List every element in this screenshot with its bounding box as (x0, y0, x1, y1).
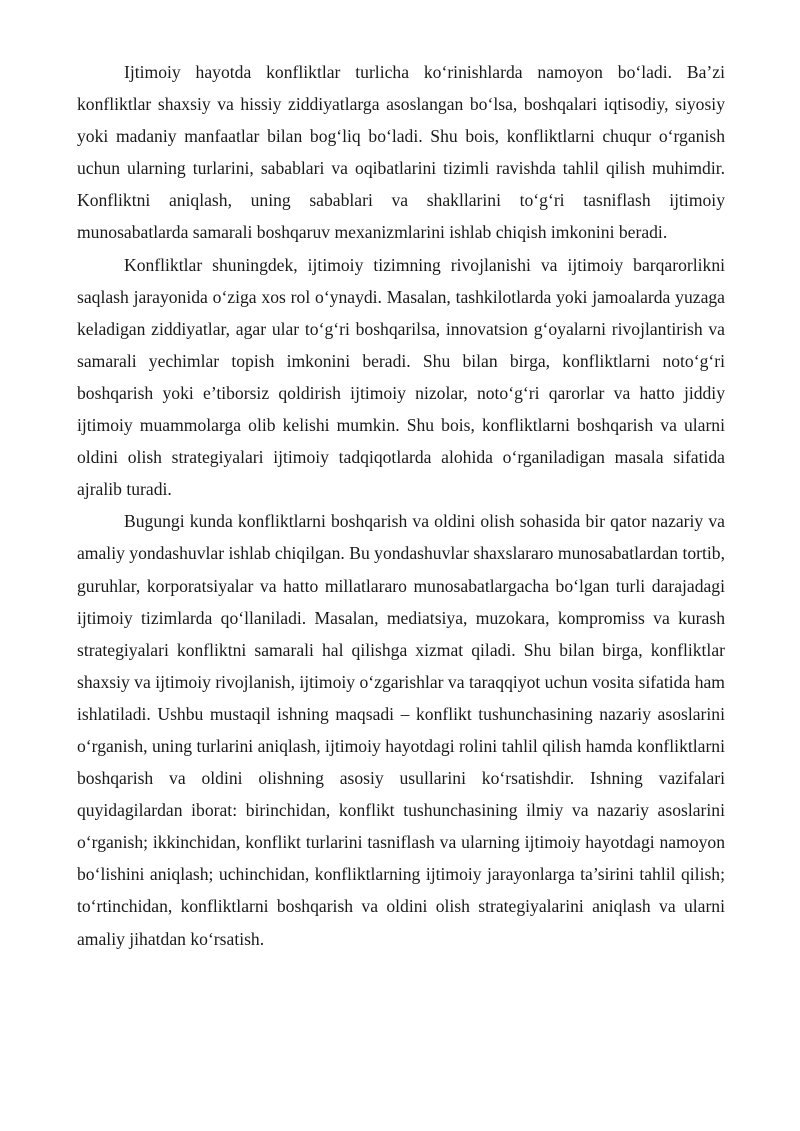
paragraph-3: Bugungi kunda konfliktlarni boshqarish va oldini olish sohasida bir qator nazariy va amaliy yondashuvlar ishlab chiqilgan. Bu yondashuvlar shaxslararo munosabatlardan tortib, guruhlar, korporatsiyalar va hatto millatlararo munosabatlargacha bo‘lgan turli darajadagi ijtimoiy tizimlarda qo‘llaniladi. Masalan, mediatsiya, muzokara, kompromiss va kurash strategiyalari konfliktni samarali hal qilishga xizmat qiladi. Shu bilan birga, konfliktlar shaxsiy va ijtimoiy rivojlanish, ijtimoiy o‘zgarishlar va taraqqiyot uchun vosita sifatida ham ishlatiladi. Ushbu mustaqil ishning maqsadi – konflikt tushunchasining nazariy asoslarini o‘rganish, uning turlarini aniqlash, ijtimoiy hayotdagi rolini tahlil qilish hamda konfliktlarni boshqarish va oldini olishning asosiy usullarini ko‘rsatishdir. Ishning vazifalari quyidagilardan iborat: birinchidan, konflikt tushunchasining ilmiy va nazariy asoslarini o‘rganish; ikkinchidan, konflikt turlarini tasniflash va ularning ijtimoiy hayotdagi namoyon bo‘lishini aniqlash; uchinchidan, konfliktlarning ijtimoiy jarayonlarga ta’sirini tahlil qilish; to‘rtinchidan, konfliktlarni boshqarish va oldini olish strategiyalarini aniqlash va ularni amaliy jihatdan ko‘rsatish. (77, 511, 725, 949)
paragraph-2: Konfliktlar shuningdek, ijtimoiy tizimning rivojlanishi va ijtimoiy barqarorlikni saqlash jarayonida o‘ziga xos rol o‘ynaydi. Masalan, tashkilotlarda yoki jamoalarda yuzaga keladigan ziddiyatlar, agar ular to‘g‘ri boshqarilsa, innovatsion g‘oyalarni rivojlantirish va samarali yechimlar topish imkonini beradi. Shu bilan birga, konfliktlarni noto‘g‘ri boshqarish yoki e’tiborsiz qoldirish ijtimoiy nizolar, noto‘g‘ri qarorlar va hatto jiddiy ijtimoiy muammolarga olib kelishi mumkin. Shu bois, konfliktlarni boshqarish va ularni oldini olish strategiyalari ijtimoiy tadqiqotlarda alohida o‘rganiladigan masala sifatida ajralib turadi. (77, 254, 725, 500)
document-body (77, 56, 725, 955)
paragraph-1: Ijtimoiy hayotda konfliktlar turlicha ko‘rinishlarda namoyon bo‘ladi. Ba’zi konfliktlar shaxsiy va hissiy ziddiyatlarga asoslangan bo‘lsa, boshqalari iqtisodiy, siyosiy yoki madaniy manfaatlar bilan bog‘liq bo‘ladi. Shu bois, konfliktlarni chuqur o‘rganish uchun ularning turlarini, sabablari va oqibatlarini tizimli ravishda tahlil qilish muhimdir. Konfliktni aniqlash, uning sabablari va shakllarini to‘g‘ri tasniflash ijtimoiy munosabatlarda samarali boshqaruv mexanizmlarini ishlab chiqish imkonini beradi. (77, 62, 725, 243)
